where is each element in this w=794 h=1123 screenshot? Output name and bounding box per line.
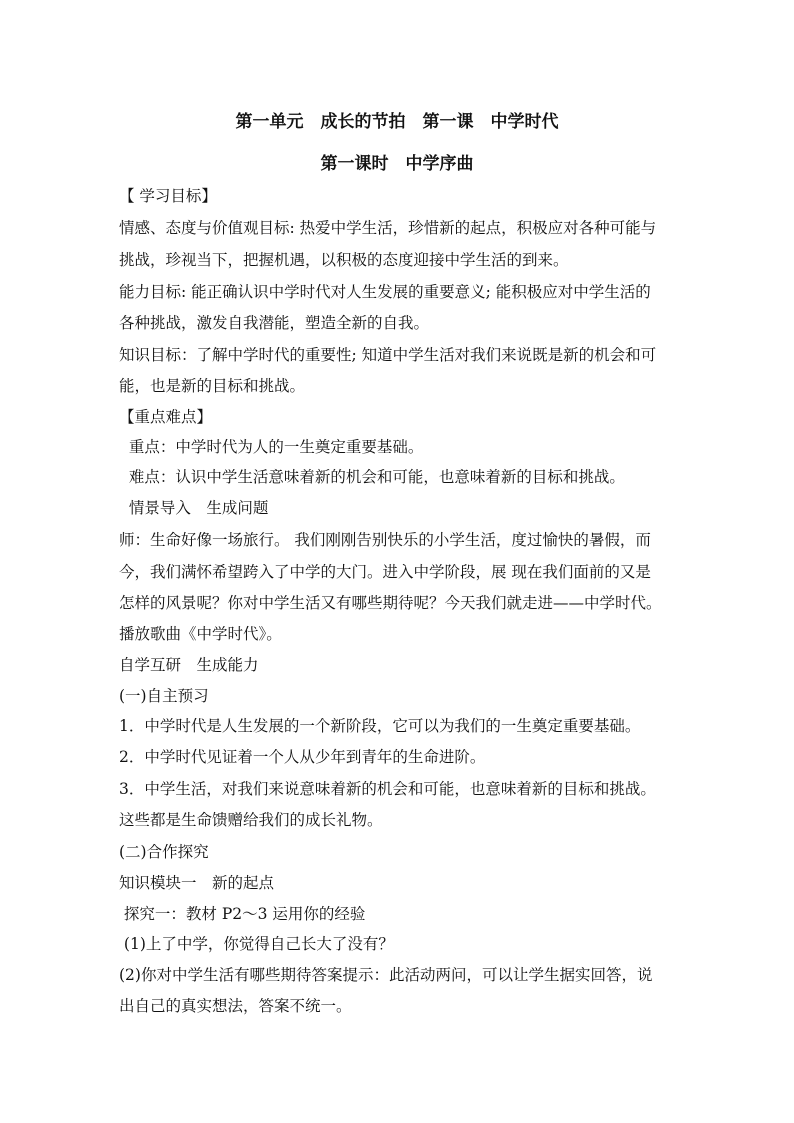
text-line: 难点：认识中学生活意味着新的机会和可能，也意味着新的目标和挑战。 <box>119 468 625 486</box>
list-item: 3．中学生活，对我们来说意味着新的机会和可能，也意味着新的目标和挑战。 <box>119 780 656 798</box>
section-heading-intro: 情景导入 生成问题 <box>119 499 269 517</box>
module-heading: 知识模块一 新的起点 <box>119 874 275 892</box>
section-heading-key-points: 【重点难点】 <box>119 408 213 426</box>
text-line: 今，我们满怀希望跨入了中学的大门。进入中学阶段，展 现在我们面前的又是 <box>119 563 651 581</box>
section-heading-learning-goals: 【 学习目标】 <box>119 187 217 205</box>
section-heading-self-study: 自学互研 生成能力 <box>119 656 259 674</box>
lesson-subtitle: 第一课时 中学序曲 <box>320 154 474 174</box>
text-line: 知识目标：了解中学时代的重要性; 知道中学生活对我们来说既是新的机会和可 <box>119 346 657 364</box>
list-item: 1．中学时代是人生发展的一个新阶段，它可以为我们的一生奠定重要基础。 <box>119 717 641 735</box>
subsection-heading: (一)自主预习 <box>119 687 209 705</box>
text-line: 出自己的真实想法，答案不统一。 <box>119 997 352 1015</box>
text-line: 挑战，珍视当下，把握机遇，以积极的态度迎接中学生活的到来。 <box>119 251 569 269</box>
document-title: 第一单元 成长的节拍 第一课 中学时代 <box>235 112 559 132</box>
text-line: 探究一：教材 P2～3 运用你的经验 <box>119 905 366 923</box>
text-line: 这些都是生命馈赠给我们的成长礼物。 <box>119 811 383 829</box>
text-line: 情感、态度与价值观目标: 热爱中学生活，珍惜新的起点，积极应对各种可能与 <box>119 219 657 237</box>
text-line: (2)你对中学生活有哪些期待答案提示：此活动两问，可以让学生据实回答，说 <box>119 966 653 984</box>
list-item: 2．中学时代见证着一个人从少年到青年的生命进阶。 <box>119 748 486 766</box>
text-line: (1)上了中学，你觉得自己长大了没有？ <box>119 935 394 953</box>
text-line: 各种挑战，激发自我潜能，塑造全新的自我。 <box>119 314 430 332</box>
text-line: 播放歌曲《中学时代》。 <box>119 625 282 643</box>
text-line: 能，也是新的目标和挑战。 <box>119 377 306 395</box>
text-line: 怎样的风景呢？你对中学生活又有哪些期待呢？今天我们就走进——中学时代。 <box>119 594 662 612</box>
text-line: 师：生命好像一场旅行。 我们刚刚告别快乐的小学生活，度过愉快的暑假，而 <box>119 531 651 549</box>
text-line: 重点：中学时代为人的一生奠定重要基础。 <box>119 438 424 456</box>
subsection-heading: (二)合作探究 <box>119 843 209 861</box>
text-line: 能力目标: 能正确认识中学时代对人生发展的重要意义; 能积极应对中学生活的 <box>119 283 651 301</box>
